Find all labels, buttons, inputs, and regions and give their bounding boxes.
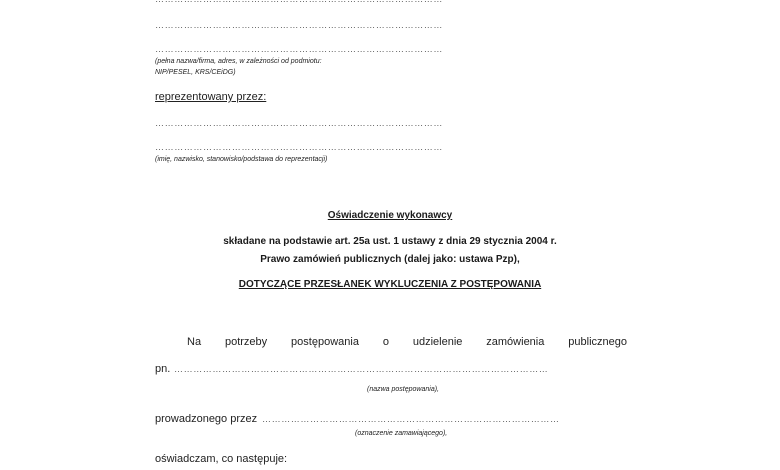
legal-basis-line-2: Prawo zamówień publicznych (dalej jako: ustawa Pzp), bbox=[260, 254, 520, 265]
intro-word: postępowania bbox=[291, 336, 359, 348]
represented-by-label: reprezentowany przez: bbox=[155, 91, 267, 103]
representative-line-2[interactable]: ……………………………………………………………………………… bbox=[155, 142, 443, 152]
conducted-by-label: prowadzonego przez bbox=[155, 413, 258, 425]
contractor-hint-line-2: NIP/PESEL, KRS/CEiDG) bbox=[155, 69, 236, 76]
intro-sentence bbox=[187, 336, 627, 348]
contractor-name-line-2[interactable]: ……………………………………………………………………………… bbox=[155, 20, 443, 30]
intro-word: o bbox=[382, 336, 389, 348]
intro-word: zamówienia bbox=[486, 336, 545, 348]
contracting-authority-hint: (oznaczenie zamawiającego), bbox=[355, 430, 448, 437]
proceeding-name-field[interactable]: ……………………………………………………………………………………………………… bbox=[174, 364, 549, 374]
pn-label: pn. bbox=[155, 363, 171, 375]
contracting-authority-field[interactable]: ………………………………………………………………………………… bbox=[262, 414, 560, 424]
proceeding-name-hint: (nazwa postępowania), bbox=[367, 386, 439, 393]
section-heading: DOTYCZĄCE PRZESŁANEK WYKLUCZENIA Z POSTĘPOWANIA bbox=[238, 279, 542, 290]
representative-line-1[interactable]: ……………………………………………………………………………… bbox=[155, 118, 443, 128]
legal-basis-line-1: składane na podstawie art. 25a ust. 1 ustawy z dnia 29 stycznia 2004 r. bbox=[223, 236, 557, 247]
representation-hint: (imię, nazwisko, stanowisko/podstawa do reprezentacji) bbox=[155, 156, 328, 163]
declaration-statement: oświadczam, co następuje: bbox=[155, 453, 288, 465]
document-title: Oświadczenie wykonawcy bbox=[327, 210, 453, 221]
contractor-name-line-3[interactable]: ……………………………………………………………………………… bbox=[155, 44, 443, 54]
contractor-hint-line-1: (pełna nazwa/firma, adres, w zależności od podmiotu: bbox=[155, 58, 322, 65]
intro-word: publicznego bbox=[568, 336, 627, 348]
intro-word: Na bbox=[187, 336, 202, 348]
intro-word: udzielenie bbox=[412, 336, 463, 348]
intro-word: potrzeby bbox=[224, 336, 268, 348]
contractor-name-line-1[interactable] bbox=[155, 0, 400, 4]
